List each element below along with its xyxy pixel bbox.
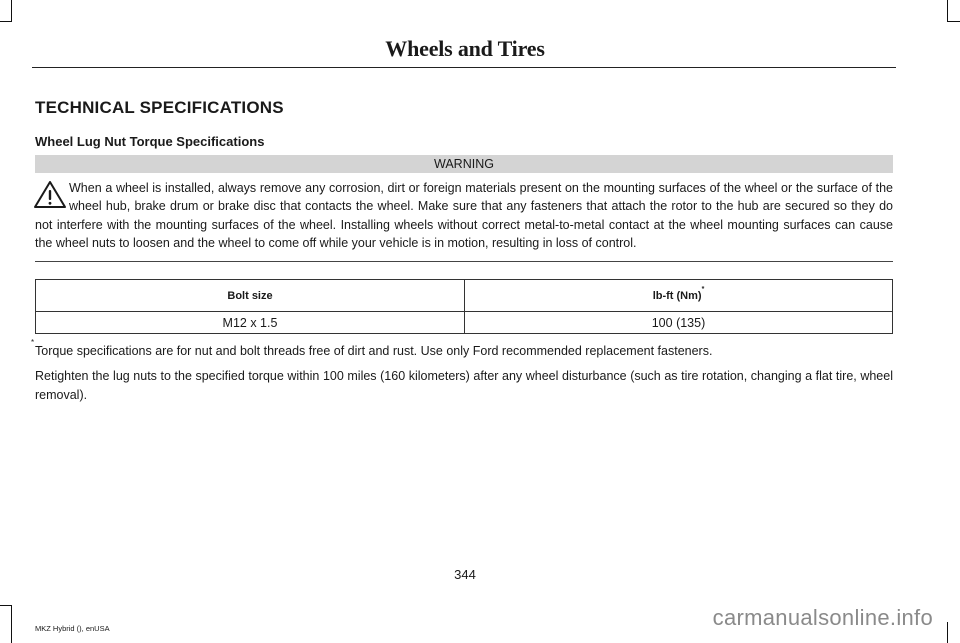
footnote-text: Torque specifications are for nut and bolt threads free of dirt and rust. Use only Ford recommended replacement fasteners. bbox=[35, 344, 713, 358]
header-divider bbox=[32, 67, 896, 68]
header-footnote-mark: * bbox=[701, 285, 705, 293]
footnote-mark: * bbox=[31, 338, 35, 347]
table-header-row bbox=[36, 280, 893, 312]
table-header-cell bbox=[465, 280, 893, 312]
warning-text-block bbox=[35, 179, 893, 253]
crop-mark-bottom-left-h bbox=[0, 605, 12, 606]
warning-text: When a wheel is installed, always remove any corrosion, dirt or foreign materials present on the mounting surfaces of the wheel or the surface of the wheel hub, brake drum or brake disc that contacts the wheel. Make sure that any fasteners that attach the rotor to the hub are secured so they do not interfere with the mounting surfaces of the wheel. Installing wheels without correct metal-to-metal contact at the wheel mounting surfaces can cause the wheel nuts to loosen and the wheel to come off while your vehicle is in motion, resulting in loss of control. bbox=[35, 181, 893, 251]
crop-mark-bottom-right-v bbox=[947, 622, 948, 643]
crop-mark-top-left-v bbox=[11, 0, 12, 22]
table-cell-bolt-size: M12 x 1.5 bbox=[36, 312, 465, 334]
header-bolt-size: Bolt size bbox=[227, 289, 273, 302]
page-header-title: Wheels and Tires bbox=[385, 36, 545, 61]
table-row bbox=[36, 312, 893, 334]
body-paragraph: Retighten the lug nuts to the specified torque within 100 miles (160 kilometers) after any wheel disturbance (such as tire rotation, changing a flat tire, wheel removal). bbox=[35, 369, 893, 402]
warning-label-bar: WARNING bbox=[35, 155, 893, 173]
header-torque: lb-ft (Nm) bbox=[652, 289, 702, 302]
crop-mark-top-right-v bbox=[947, 0, 948, 22]
page-number: 344 bbox=[454, 567, 476, 582]
crop-mark-top-left-h bbox=[0, 21, 12, 22]
watermark[interactable]: carmanualsonline.info bbox=[712, 605, 933, 630]
table-header-cell bbox=[36, 280, 465, 312]
section-title: TECHNICAL SPECIFICATIONS bbox=[35, 98, 284, 117]
torque-spec-table bbox=[35, 279, 893, 334]
warning-divider bbox=[35, 261, 893, 262]
document-id: MKZ Hybrid (), enUSA bbox=[35, 624, 110, 633]
table-cell-torque: 100 (135) bbox=[465, 312, 893, 334]
crop-mark-top-right-h bbox=[947, 21, 960, 22]
warning-icon-spacer bbox=[35, 179, 69, 213]
section-subtitle: Wheel Lug Nut Torque Specifications bbox=[35, 134, 265, 149]
crop-mark-bottom-left-v bbox=[11, 605, 12, 643]
